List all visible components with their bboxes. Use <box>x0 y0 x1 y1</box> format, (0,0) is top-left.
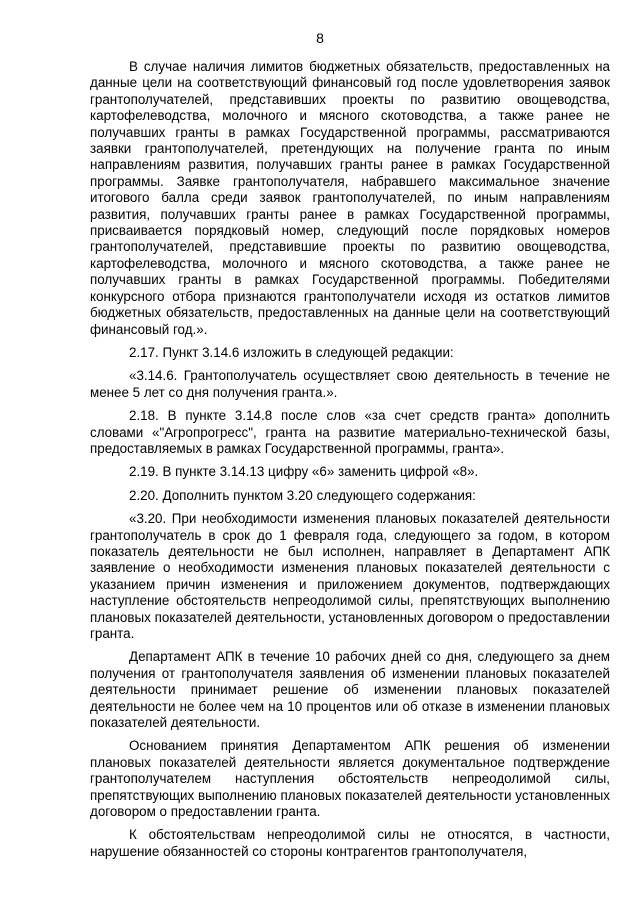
document-body <box>90 59 610 860</box>
paragraph-2-18: 2.18. В пункте 3.14.8 после слов «за счет средств гранта» дополнить словами «"Агропрогресс", гранта на развитие материально-технической базы, предоставляемых в рамках Государственной программы, гранта». <box>90 408 610 456</box>
page-number: 8 <box>316 30 324 46</box>
paragraph-3-14-6: «3.14.6. Грантополучатель осуществляет свою деятельность в течение не менее 5 лет со дня получения гранта.». <box>90 368 610 400</box>
paragraph-force-majeure: К обстоятельствам непреодолимой силы не относятся, в частности, нарушение обязанностей со стороны контрагентов грантополучателя, <box>90 827 610 859</box>
paragraph-department-decision: Департамент АПК в течение 10 рабочих дней со дня, следующего за днем получения от грантополучателя заявления об изменении плановых показателей деятельности принимает решение об изменении плановых показателей деятельности не более чем на 10 процентов или об отказе в изменении плановых показателей деятельности. <box>90 649 610 731</box>
paragraph-3-20: «3.20. При необходимости изменения плановых показателей деятельности грантополучатель в срок до 1 февраля года, следующего за годом, в котором показатель деятельности не был исполнен, направляет в Департамент АПК заявление о необходимости изменения плановых показателей деятельности с указанием причин изменения и приложением документов, подтверждающих наступление обстоятельств непреодолимой силы, препятствующих выполнению плановых показателей деятельности, установленных договором о предоставлении гранта. <box>90 511 610 641</box>
paragraph-2-17: 2.17. Пункт 3.14.6 изложить в следующей редакции: <box>129 344 454 360</box>
paragraph-budget-limits: В случае наличия лимитов бюджетных обязательств, предоставленных на данные цели на соответствующий финансовый год после удовлетворения заявок грантополучателей, представивших проекты по развитию овощеводства, картофелеводства, молочного и мясного скотоводства, а также ранее не получавших гранты в рамках Государственной программы, рассматриваются заявки грантополучателей, претендующих на получение гранта по иным направлениям развития, получавших гранты ранее в рамках Государственной программы. Заявке грантополучателя, набравшего максимальное значение итогового балла среди заявок грантополучателей, по иным направлениям развития, получавших гранты ранее в рамках Государственной программы, присваивается порядковый номер, следующий после порядковых номеров грантополучателей, представившие проекты по развитию овощеводства, картофелеводства, молочного и мясного скотоводства, а также ранее не получавших гранты в рамках Государственной программы. Победителями конкурсного отбора признаются грантополучатели исходя из остатков лимитов бюджетных обязательств, предоставленных на данные цели на соответствующий финансовый год.». <box>90 59 610 337</box>
paragraph-2-20: 2.20. Дополнить пунктом 3.20 следующего содержания: <box>129 487 476 503</box>
paragraph-2-19: 2.19. В пункте 3.14.13 цифру «6» заменить цифрой «8». <box>129 464 479 480</box>
paragraph-grounds: Основанием принятия Департаментом АПК решения об изменении плановых показателей деятельности является документальное подтверждение грантополучателем наступления обстоятельств непреодолимой силы, препятствующих выполнению плановых показателей деятельности установленных договором о предоставлении гранта. <box>90 738 610 820</box>
